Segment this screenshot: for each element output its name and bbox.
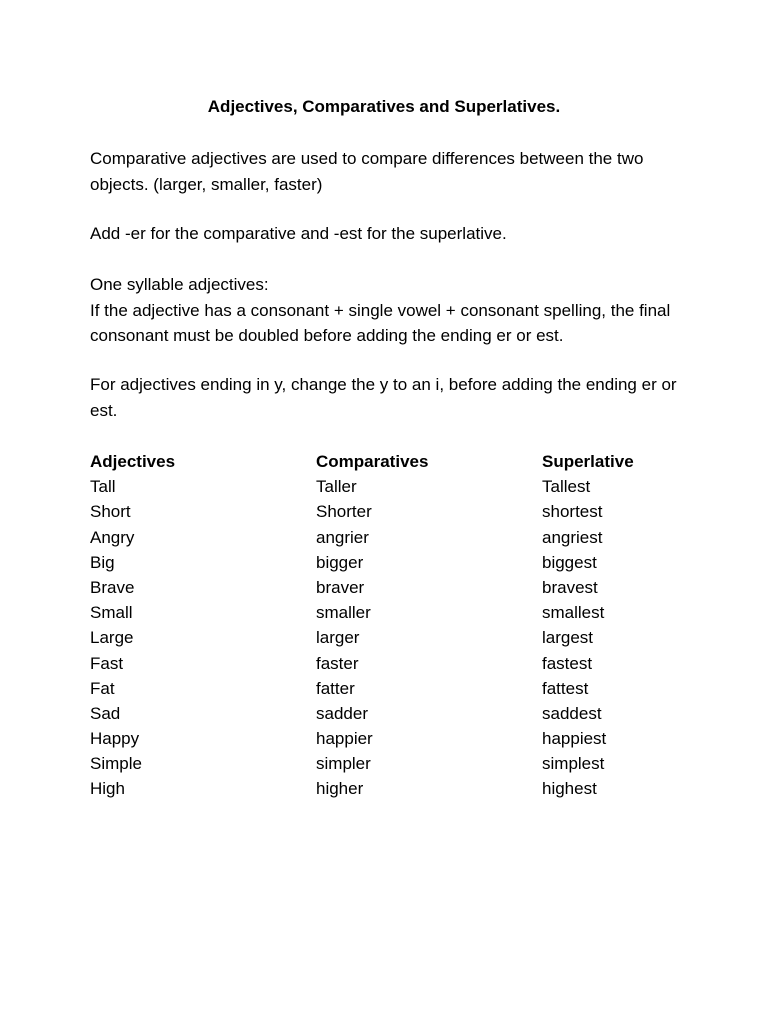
comparative-cell: faster	[316, 653, 359, 673]
superlative-cell: simplest	[542, 754, 605, 774]
table-row	[90, 726, 710, 751]
comparative-cell: Shorter	[316, 502, 372, 522]
comparative-cell: happier	[316, 729, 373, 749]
adjective-cell: Sad	[90, 703, 121, 723]
comparative-cell: fatter	[316, 678, 355, 698]
superlative-cell: shortest	[542, 502, 603, 522]
one-syllable-heading: One syllable adjectives:	[90, 275, 269, 294]
superlative-cell: fattest	[542, 678, 589, 698]
adjective-cell: Angry	[90, 527, 135, 547]
comparative-cell: higher	[316, 779, 364, 799]
table-row	[90, 776, 710, 801]
adjective-cell: Small	[90, 603, 133, 623]
table-row	[90, 625, 710, 650]
comparative-cell: braver	[316, 577, 365, 597]
table-header-row	[90, 449, 710, 474]
superlative-cell: happiest	[542, 729, 607, 749]
superlative-cell: angriest	[542, 527, 603, 547]
comparative-cell: sadder	[316, 703, 368, 723]
table-row	[90, 575, 710, 600]
adjective-cell: High	[90, 779, 125, 799]
one-syllable-rule: If the adjective has a consonant + single vowel + consonant spelling, the final consonant must be doubled before adding the ending er or est.	[90, 300, 671, 345]
superlative-cell: biggest	[542, 552, 597, 572]
adjective-cell: Fast	[90, 653, 124, 673]
superlative-cell: Tallest	[542, 477, 591, 497]
comparative-cell: larger	[316, 628, 360, 648]
comparative-cell: Taller	[316, 477, 357, 497]
document-title: Adjectives, Comparatives and Superlatives.	[207, 97, 561, 116]
superlative-cell: largest	[542, 628, 594, 648]
adjective-cell: Happy	[90, 729, 140, 749]
header-adjectives: Adjectives	[90, 452, 176, 471]
rule-paragraph: Add -er for the comparative and -est for the superlative.	[90, 224, 507, 243]
table-row	[90, 525, 710, 550]
table-row	[90, 499, 710, 524]
comparative-cell: angrier	[316, 527, 369, 547]
table-row	[90, 701, 710, 726]
adjectives-table	[90, 449, 710, 802]
superlative-cell: highest	[542, 779, 597, 799]
superlative-cell: saddest	[542, 703, 602, 723]
superlative-cell: bravest	[542, 577, 598, 597]
comparative-cell: bigger	[316, 552, 364, 572]
adjective-cell: Short	[90, 502, 131, 522]
intro-paragraph: Comparative adjectives are used to compare differences between the two objects. (larger, smaller, faster)	[90, 149, 644, 194]
adjective-cell: Fat	[90, 678, 115, 698]
adjective-cell: Large	[90, 628, 134, 648]
comparative-cell: simpler	[316, 754, 371, 774]
superlative-cell: fastest	[542, 653, 593, 673]
adjective-cell: Brave	[90, 577, 135, 597]
table-row	[90, 600, 710, 625]
one-syllable-section	[90, 272, 690, 349]
y-rule-paragraph: For adjectives ending in y, change the y to an i, before adding the ending er or est.	[90, 375, 677, 420]
header-superlative: Superlative	[542, 452, 634, 471]
table-row	[90, 676, 710, 701]
header-comparatives: Comparatives	[316, 452, 429, 471]
table-row	[90, 651, 710, 676]
table-row	[90, 474, 710, 499]
adjective-cell: Big	[90, 552, 115, 572]
table-row	[90, 751, 710, 776]
adjective-cell: Simple	[90, 754, 142, 774]
comparative-cell: smaller	[316, 603, 371, 623]
adjective-cell: Tall	[90, 477, 116, 497]
table-row	[90, 550, 710, 575]
superlative-cell: smallest	[542, 603, 605, 623]
